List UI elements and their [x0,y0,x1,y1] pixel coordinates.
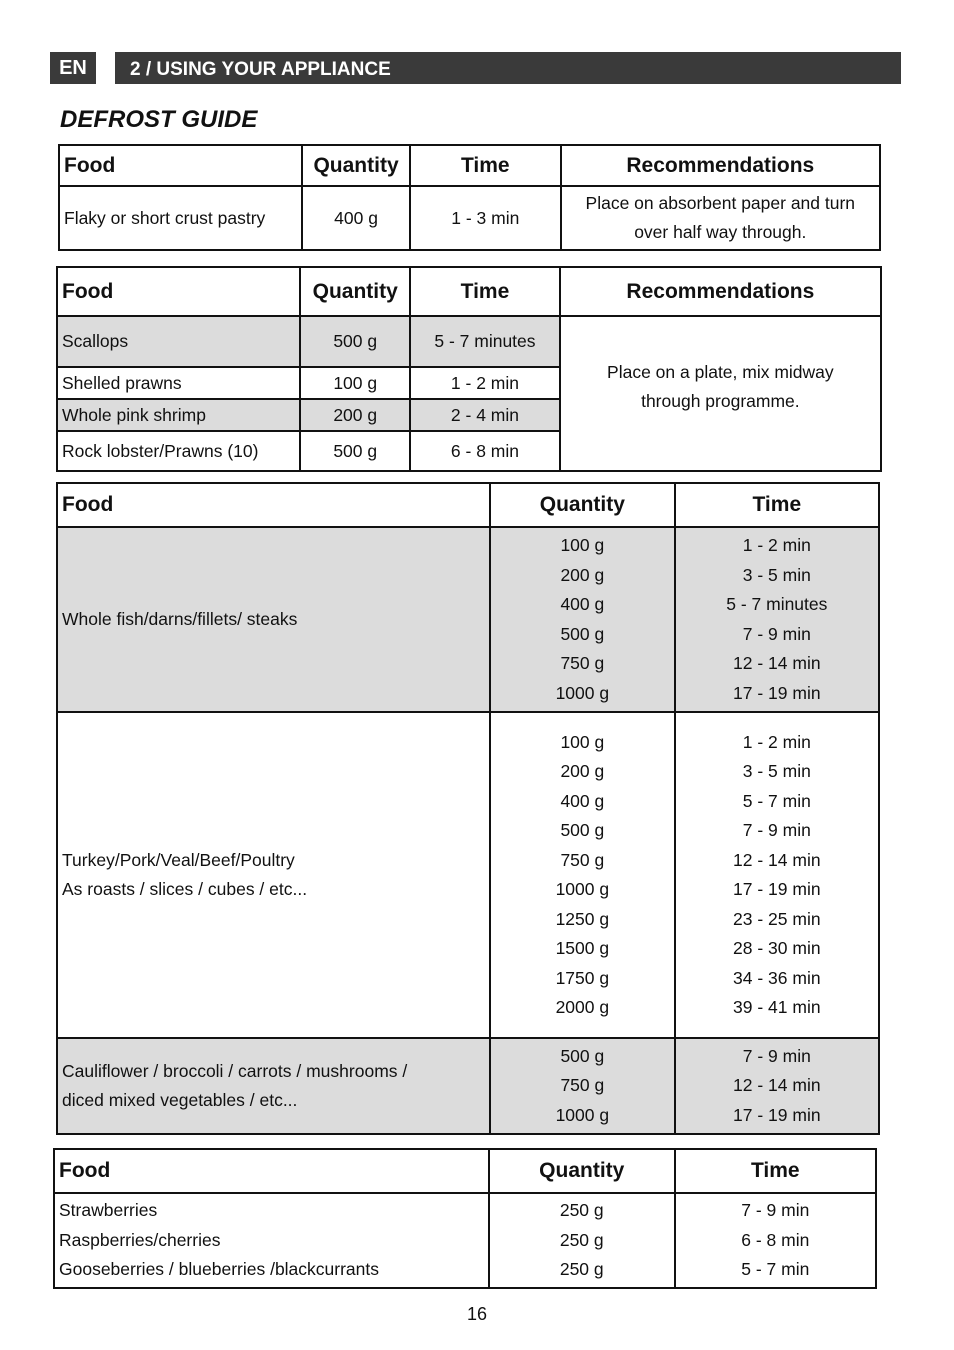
table-row [57,712,879,1038]
food-line: diced mixed vegetables / etc... [62,1090,298,1110]
recommendation-line: Place on a plate, mix midway [607,361,834,382]
col-header-quantity: Quantity [490,483,675,527]
food-cell: Whole pink shrimp [57,399,300,431]
time-line: 39 - 41 min [733,997,821,1017]
quantity-line: 250 g [559,1200,604,1221]
food-cell: Rock lobster/Prawns (10) [57,431,300,471]
quantity-cell [489,1193,675,1288]
quantity-line: 200 g [560,564,605,585]
quantity-line: 1000 g [555,879,610,899]
food-cell: Scallops [57,316,300,367]
quantity-line: 500 g [560,623,605,644]
time-line: 17 - 19 min [733,879,821,899]
time-line: 3 - 5 min [742,564,811,585]
time-cell [675,527,879,712]
time-cell: 5 - 7 minutes [410,316,560,367]
food-line: Whole fish/darns/fillets/ steaks [62,608,298,629]
pastry-table [58,144,881,251]
food-cell: Shelled prawns [57,367,300,399]
recommendation-line: over half way through. [634,222,807,242]
food-line: Turkey/Pork/Veal/Beef/Poultry [62,849,295,870]
quantity-line: 1750 g [555,967,610,988]
time-line: 5 - 7 minutes [726,594,828,614]
quantity-cell: 100 g [300,367,410,399]
food-cell [54,1193,489,1288]
time-line: 7 - 9 min [742,623,811,644]
time-line: 28 - 30 min [733,938,821,958]
time-cell [675,712,879,1038]
quantity-cell: 200 g [300,399,410,431]
food-line: Strawberries [59,1200,158,1221]
food-line: Cauliflower / broccoli / carrots / mushrooms / [62,1060,408,1081]
time-cell: 6 - 8 min [410,431,560,471]
page-title: DEFROST GUIDE [60,106,258,133]
col-header-time: Time [675,1149,876,1193]
col-header-quantity: Quantity [489,1149,675,1193]
time-line: 5 - 7 min [741,1259,810,1280]
quantity-line: 750 g [560,849,605,870]
col-header-recommendations: Recommendations [560,267,881,316]
quantity-line: 250 g [559,1259,604,1280]
time-line: 5 - 7 min [742,790,811,811]
recommendation-line: through programme. [641,390,800,411]
col-header-food: Food [59,145,302,186]
recommendation-cell [561,186,880,250]
quantity-line: 750 g [560,653,605,673]
seafood-table [56,266,882,472]
quantity-line: 100 g [560,535,605,555]
time-cell: 1 - 2 min [410,367,560,399]
quantity-line: 200 g [560,761,605,781]
page-number: 16 [466,1304,488,1324]
time-line: 7 - 9 min [742,820,811,840]
quantity-line: 1000 g [555,682,610,703]
food-cell [57,712,490,1038]
food-cell [57,527,490,712]
time-line: 1 - 2 min [742,731,811,752]
col-header-food: Food [54,1149,489,1193]
col-header-recommendations: Recommendations [561,145,880,186]
time-line: 34 - 36 min [733,967,821,988]
col-header-time: Time [675,483,879,527]
time-line: 3 - 5 min [742,761,811,781]
time-line: 17 - 19 min [733,1104,821,1125]
quantity-line: 400 g [560,594,605,614]
fruit-table [53,1148,877,1289]
quantity-cell: 500 g [300,431,410,471]
food-cell [57,1038,490,1134]
time-line: 12 - 14 min [733,849,821,870]
fish-meat-veg-table [56,482,880,1135]
quantity-line: 1250 g [555,908,610,929]
time-line: 12 - 14 min [733,1075,821,1096]
time-line: 7 - 9 min [742,1045,811,1066]
time-cell: 2 - 4 min [410,399,560,431]
food-line: Raspberries/cherries [59,1229,221,1250]
food-line: As roasts / slices / cubes / etc... [62,879,308,899]
time-line: 7 - 9 min [741,1200,810,1221]
quantity-line: 1000 g [555,1104,610,1125]
table-row [57,1038,879,1134]
time-line: 6 - 8 min [741,1229,810,1250]
quantity-line: 750 g [560,1075,605,1096]
time-cell [675,1193,876,1288]
recommendation-line: Place on absorbent paper and turn [585,193,856,213]
time-line: 12 - 14 min [733,653,821,673]
quantity-cell: 400 g [302,186,410,250]
time-cell: 1 - 3 min [410,186,561,250]
quantity-line: 500 g [560,820,605,840]
quantity-line: 2000 g [555,997,610,1017]
time-line: 23 - 25 min [733,908,821,929]
time-line: 17 - 19 min [733,682,821,703]
table-row [57,527,879,712]
quantity-cell [490,712,675,1038]
col-header-quantity: Quantity [302,145,410,186]
food-line: Gooseberries / blueberries /blackcurrants [59,1259,380,1280]
table-row [57,316,881,367]
quantity-line: 250 g [559,1229,604,1250]
quantity-cell [490,1038,675,1134]
quantity-line: 500 g [560,1045,605,1066]
table-row [54,1193,876,1288]
col-header-time: Time [410,267,560,316]
col-header-food: Food [57,267,300,316]
section-header: 2 / USING YOUR APPLIANCE [115,52,901,84]
time-cell [675,1038,879,1134]
col-header-time: Time [410,145,561,186]
time-line: 1 - 2 min [742,535,811,555]
col-header-food: Food [57,483,490,527]
quantity-line: 1500 g [555,938,610,958]
quantity-cell: 500 g [300,316,410,367]
col-header-quantity: Quantity [300,267,410,316]
recommendation-cell [560,316,881,471]
quantity-line: 100 g [560,731,605,752]
quantity-line: 400 g [560,790,605,811]
food-cell: Flaky or short crust pastry [59,186,302,250]
quantity-cell [490,527,675,712]
language-tag: EN [50,52,96,84]
